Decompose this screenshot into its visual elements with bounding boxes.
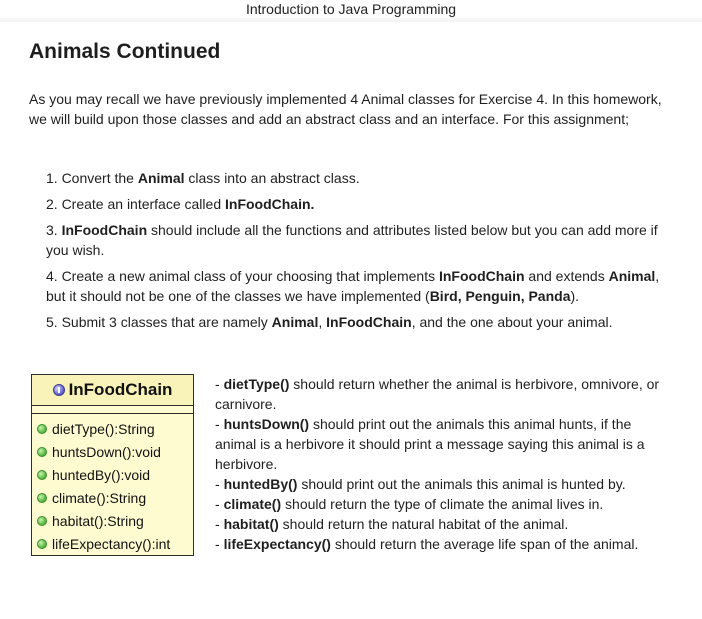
interface-icon	[53, 384, 65, 396]
uml-header	[32, 375, 193, 406]
public-method-icon	[37, 447, 47, 457]
uml-attributes-section	[32, 406, 193, 414]
public-method-icon	[37, 516, 47, 526]
intro-paragraph: As you may recall we have previously implemented 4 Animal classes for Exercise 4. In this homework, we will build upon those classes and add an abstract class and an interface. For this assignment;	[29, 91, 662, 127]
uml-method: dietType():String	[37, 417, 193, 440]
public-method-icon	[37, 470, 47, 480]
description-item: - habitat() should return the natural habitat of the animal.	[215, 516, 569, 532]
uml-method: huntedBy():void	[37, 463, 193, 486]
public-method-icon	[37, 424, 47, 434]
list-item: 3. InFoodChain should include all the functions and attributes listed below but you can add more if you wish.	[46, 222, 658, 258]
page-title: Animals Continued	[29, 40, 221, 63]
uml-method: habitat():String	[37, 509, 193, 532]
uml-method: lifeExpectancy():int	[37, 532, 193, 555]
list-item: 5. Submit 3 classes that are namely Animal, InFoodChain, and the one about your animal.	[46, 314, 613, 330]
uml-interface-name: InFoodChain	[68, 380, 173, 399]
list-item: 4. Create a new animal class of your choosing that implements InFoodChain and extends Animal, but it should not be one of the classes we have implemented (Bird, Penguin, Panda).	[46, 268, 660, 304]
uml-method: huntsDown():void	[37, 440, 193, 463]
course-header: Introduction to Java Programming	[245, 1, 457, 17]
description-item: - lifeExpectancy() should return the average life span of the animal.	[215, 536, 639, 552]
public-method-icon	[37, 493, 47, 503]
method-descriptions	[215, 374, 675, 554]
uml-method: climate():String	[37, 486, 193, 509]
description-item: - huntsDown() should print out the animals this animal hunts, if the animal is a herbivore it should print a message saying this animal is a herbivore.	[215, 416, 645, 472]
list-item: 1. Convert the Animal class into an abstract class.	[46, 170, 360, 186]
list-item: 2. Create an interface called InFoodChain.	[46, 196, 315, 212]
description-item: - climate() should return the type of climate the animal lives in.	[215, 496, 604, 512]
uml-class-diagram	[31, 374, 194, 556]
description-item: - dietType() should return whether the animal is herbivore, omnivore, or carnivore.	[215, 376, 660, 412]
uml-methods-section	[32, 414, 193, 555]
instruction-list	[46, 168, 671, 338]
description-item: - huntedBy() should print out the animals this animal is hunted by.	[215, 476, 626, 492]
public-method-icon	[37, 539, 47, 549]
